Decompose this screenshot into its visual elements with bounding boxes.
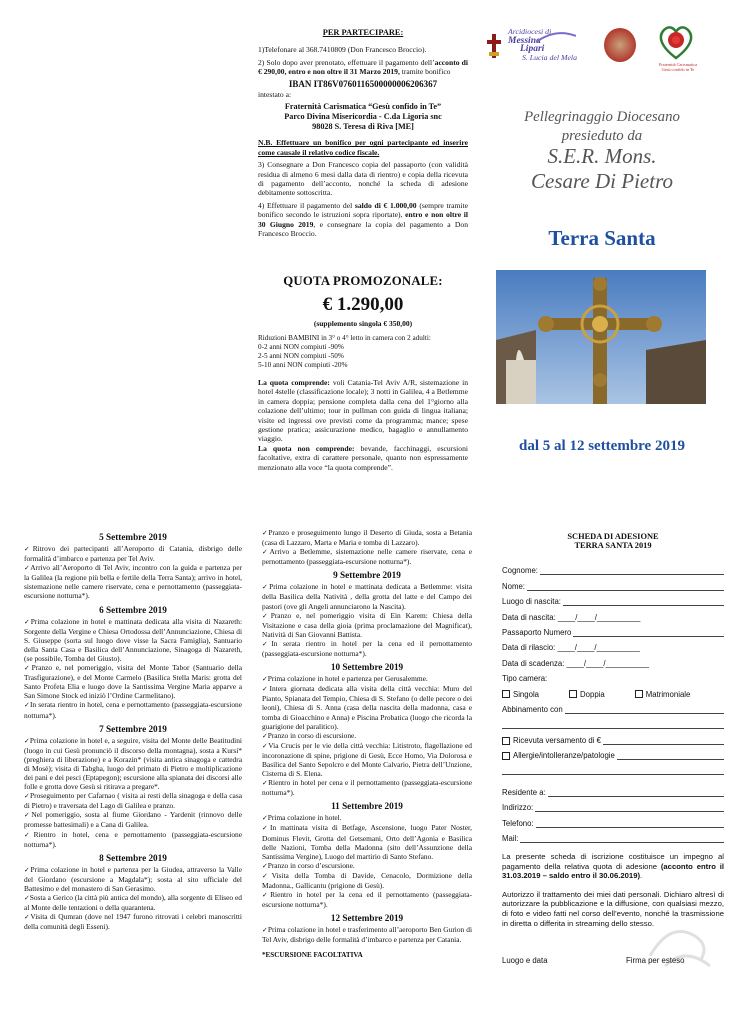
watermark-logo-icon: [640, 916, 720, 976]
itinerary-item: ✓ Sosta a Gerico (la città più antica del mondo), alla sorgente di Eliseo ed al Monte delle tentazioni o della quarantena.: [24, 893, 242, 912]
phone-field[interactable]: Telefono:: [502, 812, 724, 827]
checkbox-icon[interactable]: [502, 752, 510, 760]
reduction-item: 5-10 anni NON compiuti -20%: [258, 361, 348, 369]
itinerary-item: ✓ Rientro in hotel, cena e pernottamento (passeggiata-escursione notturna*).: [24, 830, 242, 849]
day-title: 8 Settembre 2019: [99, 852, 167, 863]
passport-field[interactable]: Passaporto Numero: [502, 622, 724, 637]
crucifix-photo: [496, 270, 706, 404]
payment-step-2: 2) Solo dopo aver prenotato, effettuare il pagamento dell’acconto di € 290,00, entro e non oltre il 31 Marzo 2019, tramite bonifico: [258, 57, 469, 77]
reductions: [258, 334, 468, 370]
diocese-seal-icon: [604, 28, 636, 62]
payment-step-4: 4) Effettuare il pagamento del saldo di € 1.000,00 (sempre tramite bonifico secondo le istruzioni sopra riportate), entro e non oltre il 30 Giugno 2019, e consegnare la copia del pagamento a Don Francesco Broccio.: [258, 200, 469, 239]
optional-excursion-note: *ESCURSIONE FACOLTATIVA: [262, 951, 363, 960]
itinerary-item: ✓ Visita della Tomba di Davide, Cenacolo, Dormizione della Madonna., Gallicantu (prigione di Gesù).: [262, 871, 472, 890]
room-double-option[interactable]: Doppia: [569, 690, 605, 699]
birthplace-field[interactable]: Luogo di nascita:: [502, 591, 724, 606]
beneficiary: Fraternità Carismatica “Gesù confido in Te” Parco Divina Misericordia - C.da Ligoria snc 98028 S. Teresa di Riva [ME]: [284, 102, 442, 132]
bishop-name: S.E.R. Mons. Cesare Di Pietro: [531, 144, 673, 193]
day-title: 9 Settembre 2019: [333, 570, 401, 581]
itinerary-column-middle: [262, 528, 472, 959]
payment-step-1: 1)Telefonare al 368.7410809 (Don Francesco Broccio).: [258, 45, 427, 55]
payment-instructions: [258, 28, 468, 242]
email-field[interactable]: Mail:: [502, 828, 724, 843]
presided-by: presieduto da: [561, 128, 643, 144]
day-title: 7 Settembre 2019: [99, 723, 167, 734]
day-title: 11 Settembre 2019: [331, 801, 403, 812]
room-single-option[interactable]: Singola: [502, 690, 539, 699]
day-title: 6 Settembre 2019: [99, 604, 167, 615]
surname-field[interactable]: Cognome:: [502, 560, 724, 575]
room-type-options: [502, 683, 724, 698]
place-date-label: Luogo e data: [502, 956, 548, 965]
signature-label: Firma per esteso: [626, 956, 685, 965]
promo-supplement: (supplemento singola € 350,00): [313, 319, 413, 328]
allergies-field[interactable]: Allergie/intolleranze/patologie: [502, 745, 724, 760]
itinerary-item: ✓ In mattinata visita di Betfage, Ascensione, luogo Pater Noster, Dominus Flevit, Grotta del Getsemani, Orto dell’Agonia e Basilica delle Nazioni, Tomba della Madonna (sito dell’Assunzione della Santissima Vergine), Luogo del martirio di Santo Stefano.: [262, 823, 472, 860]
form-subtitle: TERRA SANTA 2019: [574, 541, 652, 550]
destination-title: Terra Santa: [548, 226, 656, 250]
pairing-field[interactable]: Abbinamento con: [502, 699, 724, 714]
itinerary-item: ✓ Arrivo all’Aeroporto di Tel Aviv, incontro con la guida e partenza per la Galilea (la regione più bella e fertile della Terra Santa); arrivo in hotel, sistemazione nelle camere riservate, cena e pernottamento (passeggiata-escursione notturna*).: [24, 563, 242, 600]
reduction-item: 2-5 anni NON compiuti -50%: [258, 352, 344, 360]
itinerary-item: ✓ Prima colazione in hotel e mattinata dedicata alla visita di Nazareth: Sorgente della Vergine e Chiesa Ortodossa dell’Annunciazione, Chiesa di S. Giuseppe (sorta sul luogo dove visse la Sacra Famiglia), Santuario della Santa Casa e Basilica dell’Annunciazione, Sinagoga di Nazareth, (se possibile, Tomba del Giusto).: [24, 617, 242, 663]
itinerary-item: ✓ Pranzo e, nel pomeriggio, visita del Monte Tabor (Santuario della Trasfigurazione), e del Monte Carmelo (Basilica Stella Maris: grotta del Santo Profeta Elia e luogo dove la Santissima Vergine Maria apparve a San Simone Stock ed iniziò l’Ordine Carmelitano).: [24, 663, 242, 700]
name-field[interactable]: Nome:: [502, 575, 724, 590]
archdiocese-logo-text: Arcidiocesi di Messina Lipari S. Lucia del Mela: [508, 27, 578, 62]
heart-rose-logo-icon: [656, 22, 696, 62]
itinerary-item: ✓ Prima colazione in hotel e, a seguire, visita del Monte delle Beatitudini (luogo in cui Gesù pronunciò il discorso della montagna), sosta a Kursi* (preghiera di liberazione) e a Korazin* (visita antica sinagoga e cattedra di Mosè); visita di Tabgha, luogo del primato di Pietro e moltiplicazione dei pani e dei pesci (Eptapegon); escursione alla spianata dei discorsi alle folle e grotta dove Gesù si ritirava a pregare*.: [24, 736, 242, 792]
birthdate-field[interactable]: Data di nascita: ____/____/__________: [502, 612, 641, 622]
address-field[interactable]: Indirizzo:: [502, 797, 724, 812]
itinerary-item: ✓ Rientro in hotel per la cena ed il pernottamento (passeggiata-escursione notturna*).: [262, 890, 472, 909]
itinerary-item: ✓ In serata rientro in hotel, cena e pernottamento (passeggiata-escursione notturna*).: [24, 700, 242, 719]
day-title: 12 Settembre 2019: [330, 913, 404, 924]
itinerary-item: ✓ Ritrovo dei partecipanti all’Aeroporto di Catania, disbrigo delle formalità d’imbarco e partenza per Tel Aviv.: [24, 544, 242, 563]
payment-note: N.B. Effettuare un bonifico per ogni partecipante ed inserire come causale il relativo codice fiscale.: [258, 138, 468, 157]
itinerary-item: ✓ Arrivo a Betlemme, sistemazione nelle camere riservate, cena e pernottamento (passeggiata-escursione notturna*).: [262, 547, 472, 566]
room-matrimonial-option[interactable]: Matrimoniale: [635, 690, 691, 699]
itinerary-item: ✓ Prima colazione in hotel.: [262, 813, 472, 823]
allergies-field-line2[interactable]: [502, 760, 724, 775]
checkbox-icon[interactable]: [635, 690, 643, 698]
itinerary-item: ✓ In serata rientro in hotel per la cena ed il pernottamento (passeggiata-escursione notturna*).: [262, 639, 472, 658]
itinerary-item: ✓ Prima colazione in hotel e trasferimento all’aeroporto Ben Gurion di Tel Aviv, disbrigo delle formalità d’imbarco e partenza per Catania.: [262, 925, 472, 944]
promo-label: QUOTA PROMOZONALE:: [283, 274, 443, 288]
itinerary-item: ✓ Nel pomeriggio, sosta al fiume Giordano - Yardenit (rinnovo delle promesse battesimali) e a Cana di Galilea.: [24, 810, 242, 829]
checkbox-icon[interactable]: [502, 737, 510, 745]
trip-dates: dal 5 al 12 settembre 2019: [519, 438, 685, 454]
registration-form: [502, 532, 724, 843]
pilgrimage-header: [488, 108, 716, 146]
fraternity-logo-text: Fraternità Carismatica Gesù confido in Te: [658, 62, 698, 72]
itinerary-item: ✓ Via Crucis per le vie della città vecchia: Litistroto, flagellazione ed incoronazione di spine, prigione di Gesù, Ecce Homo, Via Dolorosa e Basilica del Santo Sepolcro e del Monte Calvario, Pietra dell’Unzione, Cisterna di S. Elena.: [262, 741, 472, 778]
payment-step-3: 3) Consegnare a Don Francesco copia del passaporto (con validità residua di almeno 6 mesi dalla data di rientro) e copia della ricevuta di pagamento dell’acconto, nonché la scheda di adesione debitamente sottoscritta.: [258, 160, 468, 198]
itinerary-item: ✓ Prima colazione in hotel e mattinata dedicata a Betlemme: visita della Basilica della Natività , della grotta del latte e del Campo dei pastori (ove gli Angeli annunciarono la Nascita).: [262, 582, 472, 610]
expiry-date-field[interactable]: Data di scadenza: ____/____/__________: [502, 658, 649, 668]
itinerary-item: ✓ Pranzo in corso d’escursione.: [262, 861, 472, 871]
itinerary-item: ✓ Pranzo in corso di escursione.: [262, 731, 472, 741]
form-title: SCHEDA DI ADESIONE: [567, 532, 659, 541]
itinerary-item: ✓ Intera giornata dedicata alla visita della città vecchia: Muro del Pianto, Spianata del Tempio, Chiesa di S. Stefano (o delle pecore o dei leoni), Chiesa di S. Anna (casa della nascita della madonna, casa e tomba di Gioacchino e Anna) e Piscina Probatica (luogo che ricorda la guarigione del paralitico).: [262, 684, 472, 730]
itinerary-item: ✓ Pranzo e proseguimento lungo il Deserto di Giuda, sosta a Betania (casa di Lazzaro, Marta e Maria e tomba di Lazzaro).: [262, 528, 472, 547]
quota-details: [258, 378, 468, 472]
iban: IBAN IT86V0760116500000006206367: [288, 78, 438, 89]
pilgrimage-title: Pellegrinaggio Diocesano: [524, 109, 680, 125]
promo-box: [258, 274, 468, 328]
latin-cross-logo-icon: [486, 34, 502, 58]
logos-bar: [484, 14, 724, 74]
reduction-item: 0-2 anni NON compiuti -90%: [258, 343, 344, 351]
checkbox-icon[interactable]: [569, 690, 577, 698]
quota-includes: La quota comprende: voli Catania-Tel Aviv A/R, sistemazione in hotel 4stelle (classificazione locale); 3 notti in Galilea, 4 a Betlemme in camera doppia; pensione completa dalla cena del 1°giorno alla colazione dell’ultimo; tour in pullman con guida di lingua italiana; visite ed ingressi ove previsti come da programma; mance; spese gestione pratica; assicurazione medico, bagaglio e annullamento viaggio.: [258, 378, 468, 444]
checkbox-icon[interactable]: [502, 690, 510, 698]
itinerary-item: ✓ Prima colazione in hotel e partenza per Gerusalemme.: [262, 674, 472, 684]
itinerary-item: ✓ Pranzo e, nel pomeriggio visita di Ein Karem: Chiesa della Visitazione e casa della gioia (prima proclamazione del Magnificat), Natività di San Giovanni Battista.: [262, 611, 472, 639]
intestato-label: intestato a:: [258, 90, 292, 100]
day-title: 5 Settembre 2019: [99, 532, 167, 542]
itinerary-item: ✓ Rientro in hotel per cena e il pernottamento (passeggiata-escursione notturna*).: [262, 778, 472, 797]
privacy-paragraph: Autorizzo il trattamento dei miei dati personali. Dichiaro altresì di autorizzare la pubblicazione e la diffusione, con qualsiasi mezzo, di foto e video fatti nel corso dell’evento, nonché la trasmissione in diretta o differita in streaming dello stesso.: [502, 889, 724, 928]
payment-title: PER PARTECIPARE:: [322, 28, 404, 37]
itinerary-item: ✓ Visita di Qumran (dove nel 1947 furono ritrovati i celebri manoscritti della comunità degli Esseni).: [24, 912, 242, 931]
room-type-label: Tipo camera:: [502, 674, 548, 684]
itinerary-column-left: [24, 528, 242, 931]
issue-date-field[interactable]: Data di rilascio: ____/____/__________: [502, 643, 640, 653]
quota-excludes: La quota non comprende: bevande, facchinaggi, escursioni facoltative, extra di carattere personale, quanto non espressamente menzionato alla voce “la quota comprende”.: [258, 443, 468, 472]
swoosh-icon: [536, 30, 576, 44]
pairing-field-line2[interactable]: [502, 714, 724, 729]
promo-price: € 1.290,00: [322, 294, 404, 315]
commitment-paragraph: La presente scheda di iscrizione costituisce un impegno al pagamento della relativa quota di adesione (acconto entro il 31.03.2019 – saldo entro il 30.06.2019).: [502, 852, 725, 881]
day-title: 10 Settembre 2019: [330, 662, 404, 673]
receipt-field[interactable]: Ricevuta versamento di €: [502, 729, 724, 744]
itinerary-item: ✓ Proseguimento per Cafarnao ( visita ai resti della sinagoga e della casa di Pietro) e traversata del Lago di Galilea e pranzo.: [24, 791, 242, 810]
reductions-intro: Riduzioni BAMBINI in 3° o 4° letto in camera con 2 adulti:: [258, 334, 431, 342]
itinerary-item: ✓ Prima colazione in hotel e partenza per la Giudea, attraverso la Valle del Giordano (escursione a Magdala*); sosta al sito ufficiale del Battesimo e del monastero di San Gerasimo.: [24, 865, 242, 893]
residence-field[interactable]: Residente a:: [502, 781, 724, 796]
